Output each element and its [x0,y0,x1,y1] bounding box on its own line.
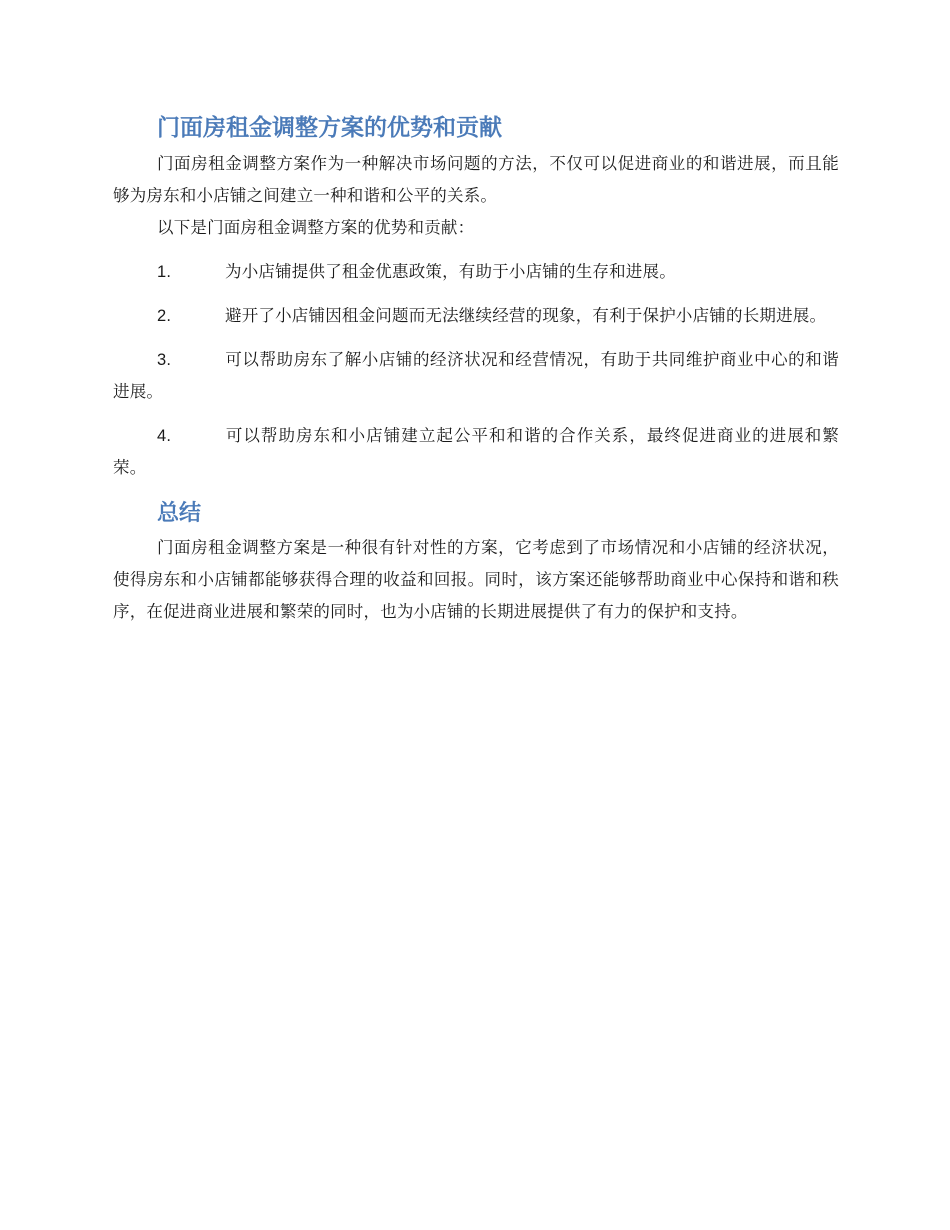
document-page [113,108,839,628]
list-item-number: 2. [157,307,172,325]
list-item [113,300,839,332]
list-item-number: 1. [157,263,172,281]
list-item [113,420,839,484]
list-item-text: 可以帮助房东和小店铺建立起公平和和谐的合作关系，最终促进商业的进展和繁荣。 [113,426,839,477]
list-item [113,256,839,288]
summary-paragraph: 门面房租金调整方案是一种很有针对性的方案，它考虑到了市场情况和小店铺的经济状况，使得房东和小店铺都能够获得合理的收益和回报。同时，该方案还能够帮助商业中心保持和谐和秩序，在促进商业进展和繁荣的同时，也为小店铺的长期进展提供了有力的保护和支持。 [113,538,839,621]
section-heading-summary: 总结 [157,501,202,526]
section-heading-advantages: 门面房租金调整方案的优势和贡献 [157,115,502,141]
list-item-text: 可以帮助房东了解小店铺的经济状况和经营情况，有助于共同维护商业中心的和谐进展。 [113,350,839,401]
list-lead-paragraph: 以下是门面房租金调整方案的优势和贡献： [157,218,475,237]
list-item-text: 为小店铺提供了租金优惠政策，有助于小店铺的生存和进展。 [225,262,676,281]
benefit-list [113,256,839,484]
list-item-text: 避开了小店铺因租金问题而无法继续经营的现象，有利于保护小店铺的长期进展。 [225,306,827,325]
intro-paragraph: 门面房租金调整方案作为一种解决市场问题的方法，不仅可以促进商业的和谐进展，而且能够为房东和小店铺之间建立一种和谐和公平的关系。 [113,154,839,205]
list-item [113,344,839,408]
list-item-number: 4. [157,427,172,445]
list-item-number: 3. [157,351,172,369]
